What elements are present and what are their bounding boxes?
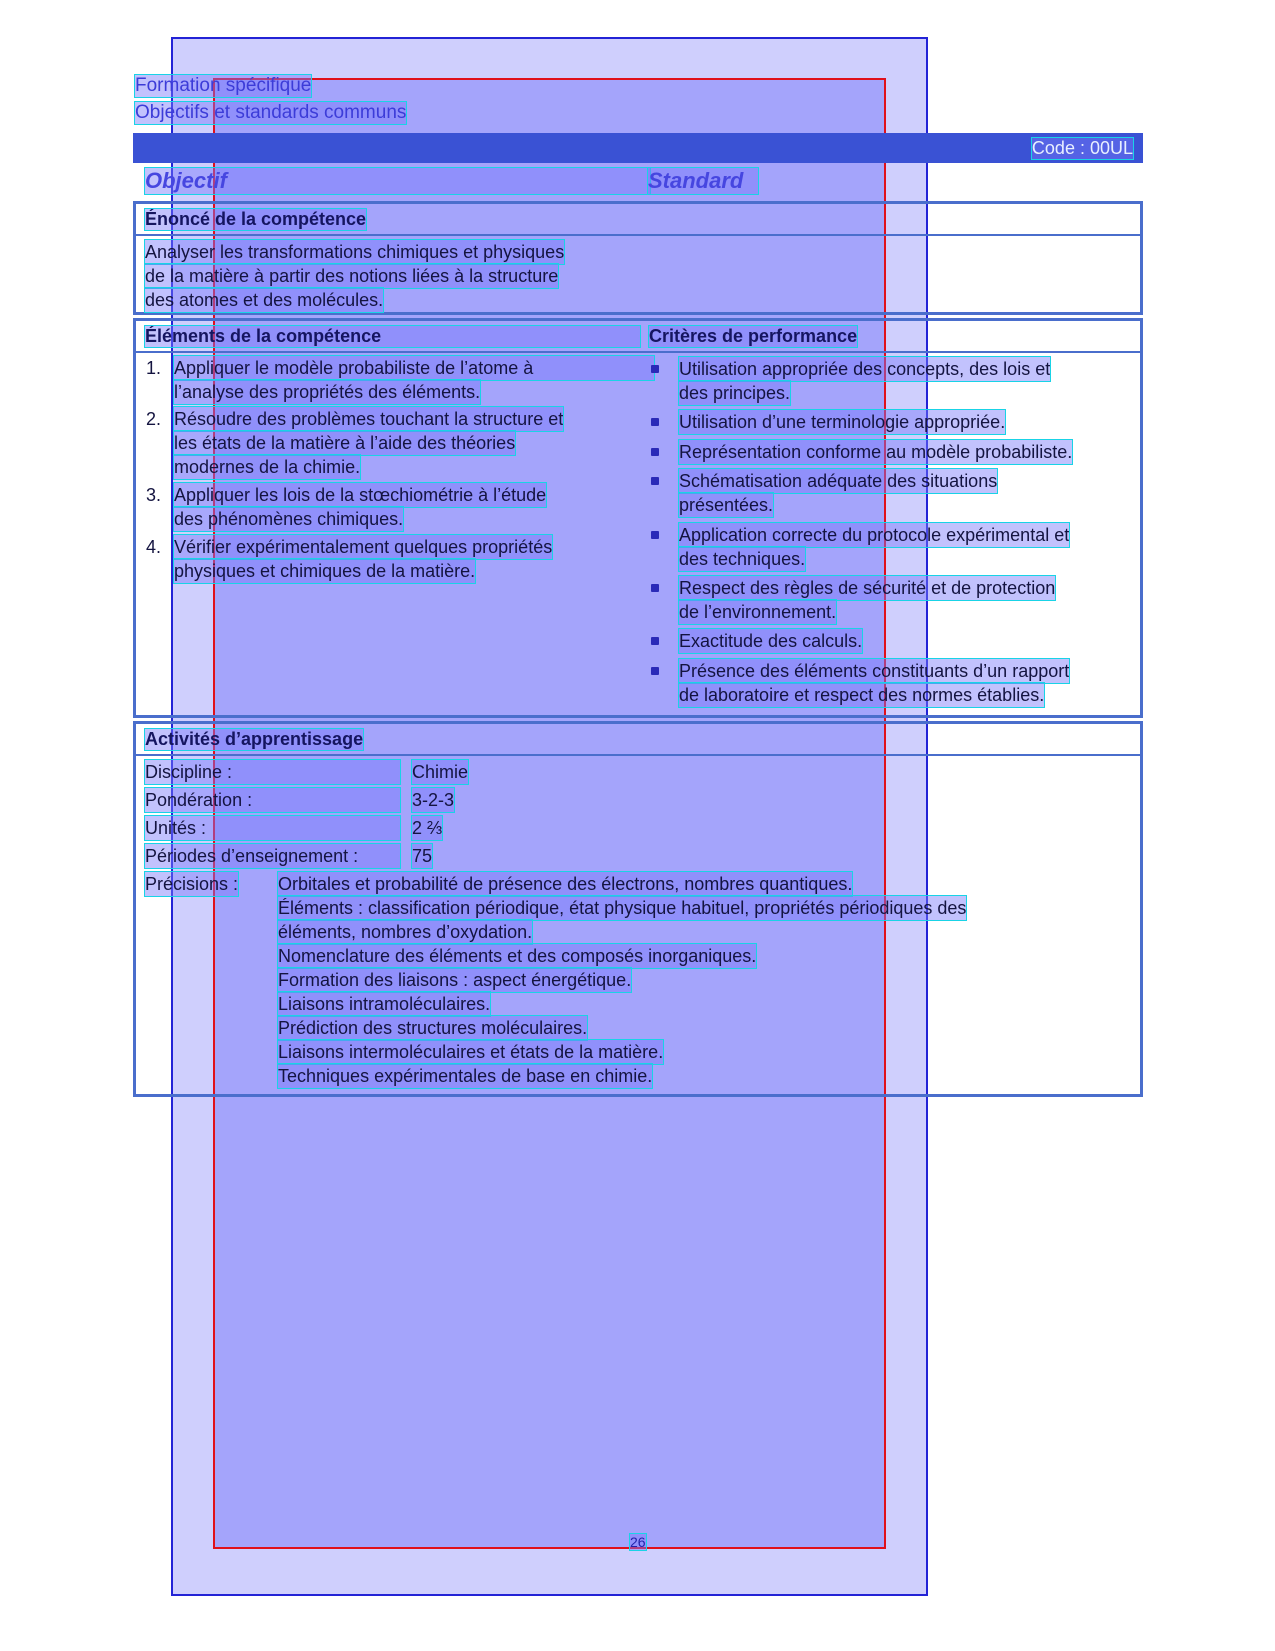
criterion-line: Schématisation adéquate des situations [679,471,998,491]
precisions-label: Précisions : [145,874,239,894]
item-number: 1. [146,358,162,378]
bullet-icon [651,365,659,373]
activites-title-row [136,724,1140,756]
elements-title-row [136,321,1140,353]
ponderation-value: 3-2-3 [412,790,455,810]
enonce-line: de la matière à partir des notions liées à la structure [145,266,559,286]
precision-line: Liaisons intramoléculaires. [278,994,491,1014]
criterion-line: Application correcte du protocole expérimental et [679,525,1070,545]
elements-box [133,318,1143,718]
bullet-icon [651,477,659,485]
periodes-label: Périodes d’enseignement : [145,844,400,868]
course-code: Code : 00UL [1031,138,1133,158]
precision-line: Liaisons intermoléculaires et états de la matière. [278,1042,664,1062]
item-number: 2. [146,409,162,429]
criterion-line: Présence des éléments constituants d’un rapport [679,661,1070,681]
element-line: Vérifier expérimentalement quelques propriétés [174,537,553,557]
enonce-line: Analyser les transformations chimiques et physiques [145,242,565,262]
activites-box [133,721,1143,1097]
precision-line: éléments, nombres d’oxydation. [278,922,533,942]
criterion-line: Utilisation appropriée des concepts, des lois et [679,359,1051,379]
bullet-icon [651,448,659,456]
element-line: l’analyse des propriétés des éléments. [174,382,481,402]
element-line: physiques et chimiques de la matière. [174,561,476,581]
precision-line: Techniques expérimentales de base en chimie. [278,1066,653,1086]
criterion-line: présentées. [679,495,774,515]
discipline-value: Chimie [412,762,469,782]
criterion-line: des techniques. [679,549,806,569]
unites-label: Unités : [145,816,400,840]
element-line: Appliquer les lois de la stœchiométrie à l’étude [174,485,547,505]
enonce-title-row [136,204,1140,236]
precision-line: Nomenclature des éléments et des composés inorganiques. [278,946,757,966]
enonce-title: Énoncé de la compétence [145,209,367,229]
periodes-value: 75 [412,846,433,866]
element-line: Appliquer le modèle probabiliste de l’atome à [174,356,654,380]
enonce-box [133,201,1143,315]
bullet-icon [651,667,659,675]
criterion-line: Exactitude des calculs. [679,631,863,651]
discipline-label: Discipline : [145,760,400,784]
section-subheading: Objectifs et standards communs [135,102,407,123]
code-band [133,133,1143,163]
element-line: des phénomènes chimiques. [174,509,404,529]
item-number: 3. [146,485,162,505]
criterion-line: des principes. [679,383,791,403]
precision-line: Orbitales et probabilité de présence des électrons, nombres quantiques. [278,874,853,894]
criterion-line: de l’environnement. [679,602,837,622]
bullet-icon [651,584,659,592]
precision-line: Formation des liaisons : aspect énergétique. [278,970,632,990]
page-number: 26 [630,1534,646,1550]
ponderation-label: Pondération : [145,788,400,812]
criterion-line: Représentation conforme au modèle probabiliste. [679,442,1073,462]
criterion-line: Respect des règles de sécurité et de protection [679,578,1056,598]
unites-value: 2 ⅔ [412,818,443,838]
criteria-title: Critères de performance [649,326,858,346]
criterion-line: de laboratoire et respect des normes établies. [679,685,1045,705]
bullet-icon [651,531,659,539]
enonce-line: des atomes et des molécules. [145,290,384,310]
activites-title: Activités d’apprentissage [145,729,364,749]
elements-title: Éléments de la compétence [145,326,640,347]
precision-line: Éléments : classification périodique, état physique habituel, propriétés périodiques des [278,898,967,918]
bullet-icon [651,418,659,426]
objectif-label: Objectif [145,168,650,194]
item-number: 4. [146,537,162,557]
bullet-icon [651,637,659,645]
element-line: modernes de la chimie. [174,457,361,477]
standard-label: Standard [648,168,758,194]
precision-line: Prédiction des structures moléculaires. [278,1018,588,1038]
section-heading: Formation spécifique [135,75,312,96]
element-line: les états de la matière à l’aide des théories [174,433,516,453]
criterion-line: Utilisation d’une terminologie appropriée. [679,412,1006,432]
element-line: Résoudre des problèmes touchant la structure et [174,409,564,429]
